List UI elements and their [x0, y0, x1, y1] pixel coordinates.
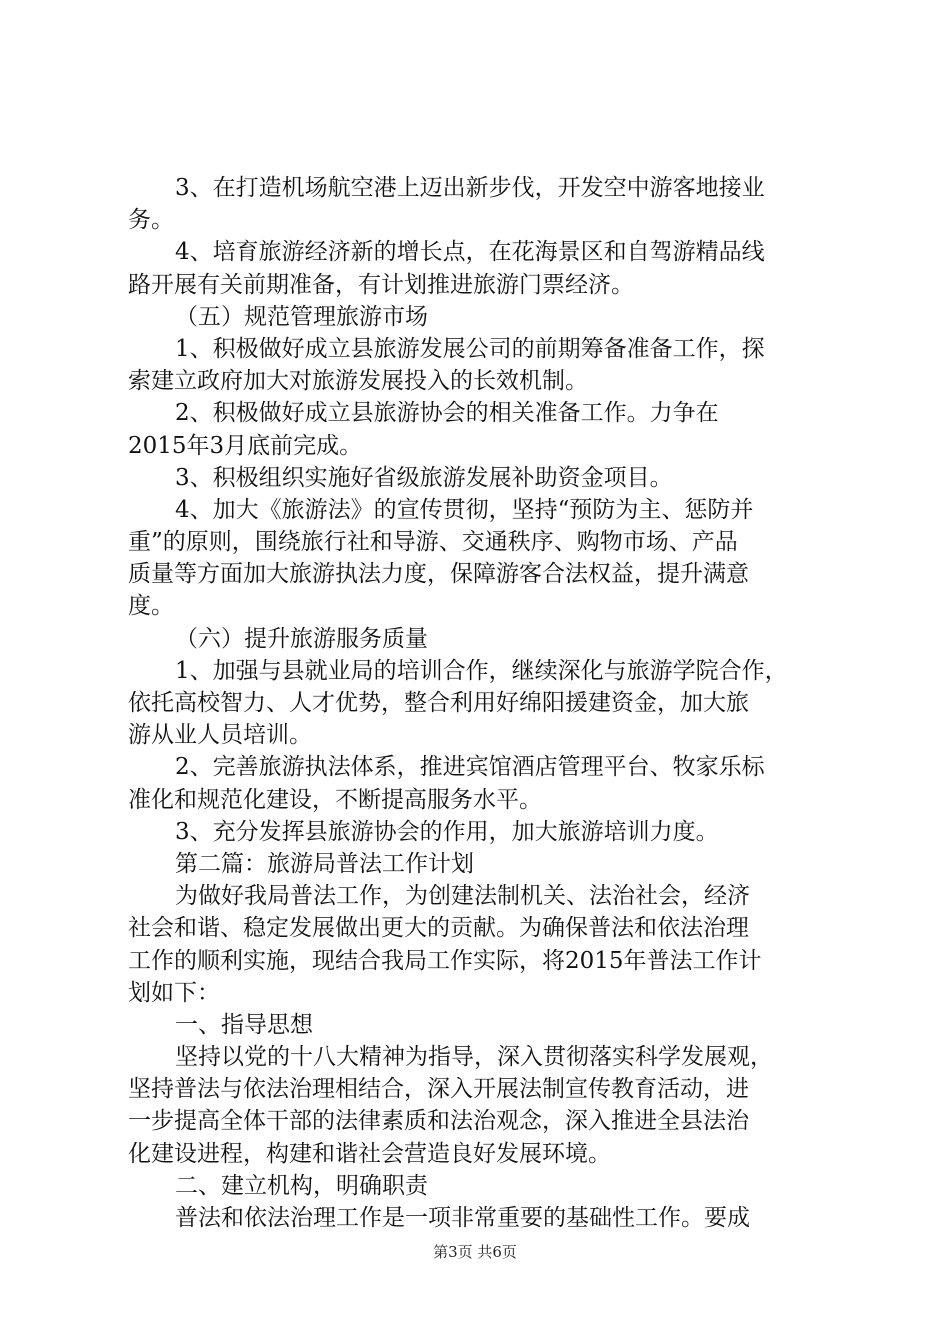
paragraph-line: 质量等方面加大旅游执法力度，保障游客合法权益，提升满意: [128, 561, 749, 588]
section-heading: （六）提升旅游服务质量: [175, 625, 428, 652]
paragraph-line: 3、积极组织实施好省级旅游发展补助资金项目。: [175, 464, 673, 491]
paragraph-line: 1、加强与县就业局的培训合作，继续深化与旅游学院合作，: [175, 657, 788, 684]
paragraph-line: 路开展有关前期准备，有计划推进旅游门票经济。: [128, 271, 634, 298]
paragraph-line: 2、完善旅游执法体系，推进宾馆酒店管理平台、牧家乐标: [175, 754, 765, 781]
document-body: [128, 172, 833, 1234]
paragraph-line: 为做好我局普法工作，为创建法制机关、法治社会，经济: [175, 883, 750, 910]
paragraph-line: 2015年3月底前完成。: [128, 432, 363, 459]
paragraph-line: 度。: [128, 593, 174, 620]
paragraph-line: 社会和谐、稳定发展做出更大的贡献。为确保普法和依法治理: [128, 915, 749, 942]
section-heading: 一、指导思想: [175, 1011, 313, 1038]
paragraph-line: 务。: [128, 207, 174, 234]
paragraph-line: 依托高校智力、人才优势，整合利用好绵阳援建资金，加大旅: [128, 690, 749, 716]
paragraph-line: 准化和规范化建设，不断提高服务水平。: [128, 786, 542, 813]
paragraph-line: 4、加大《旅游法》的宣传贯彻，坚持“预防为主、惩防并: [175, 496, 754, 523]
paragraph-line: 划如下：: [128, 979, 220, 1006]
chapter-heading: 第二篇：旅游局普法工作计划: [175, 850, 474, 877]
section-heading: 二、建立机构，明确职责: [175, 1172, 428, 1199]
paragraph-line: 2、积极做好成立县旅游协会的相关准备工作。力争在: [175, 400, 719, 427]
paragraph-line: 坚持以党的十八大精神为指导，深入贯彻落实科学发展观，: [175, 1044, 773, 1071]
paragraph-line: 坚持普法与依法治理相结合，深入开展法制宣传教育活动，进: [128, 1076, 749, 1103]
paragraph-line: 化建设进程，构建和谐社会营造良好发展环境。: [128, 1140, 611, 1167]
paragraph-line: 工作的顺利实施，现结合我局工作实际，将2015年普法工作计: [128, 947, 762, 974]
paragraph-line: 3、充分发挥县旅游协会的作用，加大旅游培训力度。: [175, 818, 719, 845]
paragraph-line: 重”的原则，围绕旅行社和导游、交通秩序、购物市场、产品: [128, 529, 738, 556]
paragraph-line: 索建立政府加大对旅游发展投入的长效机制。: [128, 368, 588, 395]
paragraph-line: 1、积极做好成立县旅游发展公司的前期筹备准备工作，探: [175, 335, 765, 362]
paragraph-line: 4、培育旅游经济新的增长点，在花海景区和自驾游精品线: [175, 239, 765, 266]
paragraph-line: 游从业人员培训。: [128, 722, 312, 749]
page-number-footer: 第3页 共6页: [433, 1243, 517, 1261]
paragraph-line: 3、在打造机场航空港上迈出新步伐，开发空中游客地接业: [175, 175, 765, 201]
paragraph-line: 一步提高全体干部的法律素质和法治观念，深入推进全县法治: [128, 1108, 749, 1135]
paragraph-line: 普法和依法治理工作是一项非常重要的基础性工作。要成: [175, 1205, 750, 1231]
section-heading: （五）规范管理旅游市场: [175, 303, 428, 330]
